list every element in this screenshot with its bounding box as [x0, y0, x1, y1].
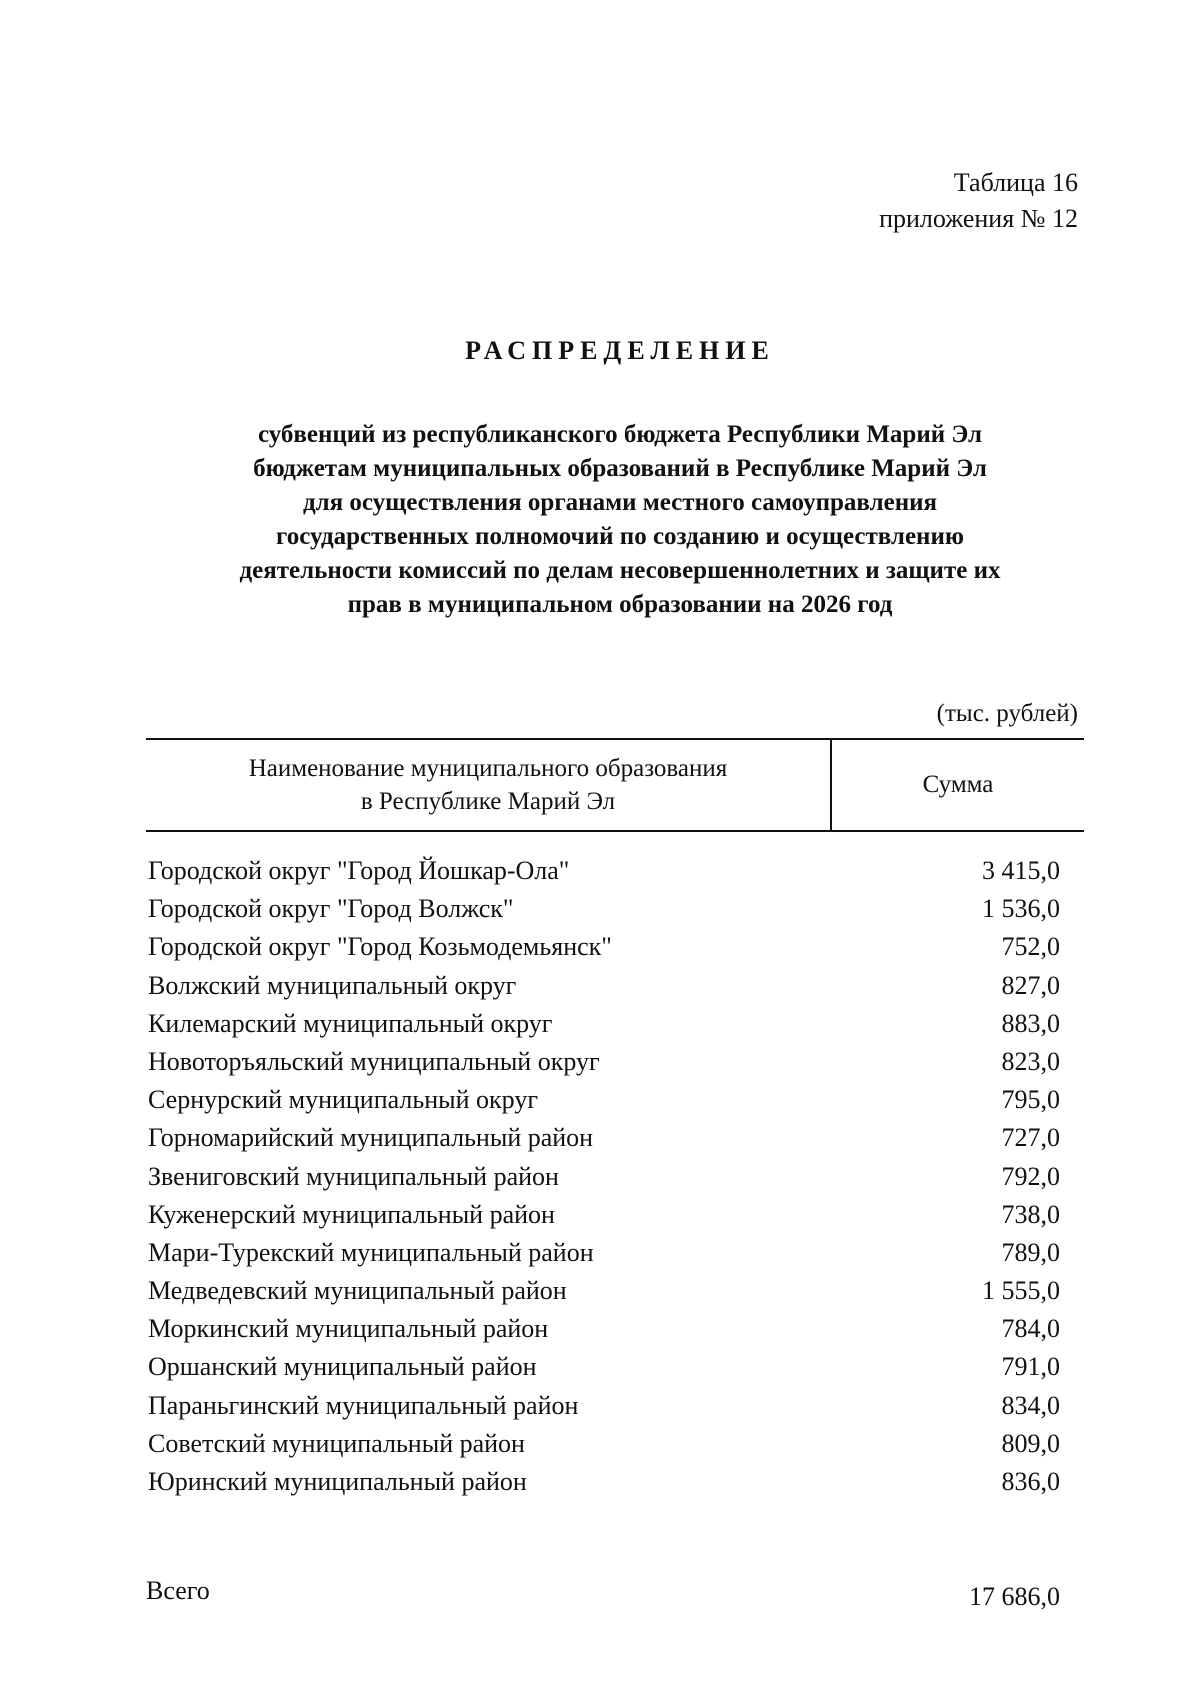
subvention-amount: 834,0	[1001, 1390, 1060, 1420]
municipality-name: Городской округ "Город Волжск"	[148, 894, 514, 924]
municipality-name: Городской округ "Город Козьмодемьянск"	[148, 932, 612, 962]
municipality-name: Волжский муниципальный округ	[148, 970, 517, 1000]
table-row	[146, 1272, 1060, 1310]
subvention-amount: 1 555,0	[982, 1276, 1060, 1306]
document-subtitle	[150, 418, 1090, 622]
table-row	[146, 1043, 1060, 1081]
table-row	[146, 928, 1060, 966]
table-body	[146, 852, 1060, 1501]
subvention-amount: 836,0	[1001, 1467, 1060, 1496]
total-label: Всего	[146, 1576, 210, 1605]
subvention-amount: 738,0	[1001, 1199, 1060, 1229]
table-row	[146, 967, 1060, 1005]
municipality-name: Юринский муниципальный район	[148, 1467, 527, 1496]
municipality-name: Параньгинский муниципальный район	[148, 1390, 579, 1420]
municipality-name: Городской округ "Город Йошкар-Ола"	[148, 856, 570, 885]
subtitle-line: деятельности комиссий по делам несовершеннолетних и защите их	[239, 557, 1001, 584]
municipality-name: Сернурский муниципальный округ	[148, 1085, 538, 1115]
municipality-name: Килемарский муниципальный округ	[148, 1008, 553, 1038]
subtitle-line: для осуществления органами местного самоуправления	[302, 489, 938, 516]
table-row	[146, 890, 1060, 928]
reference-table-number: Таблица 16	[953, 168, 1078, 197]
municipality-name: Медведевский муниципальный район	[148, 1276, 567, 1306]
table-header	[146, 738, 1084, 832]
municipality-name: Новоторъяльский муниципальный округ	[148, 1046, 600, 1076]
subtitle-line: субвенций из республиканского бюджета Республики Марий Эл	[257, 421, 983, 448]
table-reference	[879, 165, 1078, 237]
table-row	[146, 1425, 1060, 1463]
table-row	[146, 1234, 1060, 1272]
municipality-name: Моркинский муниципальный район	[148, 1314, 549, 1344]
table-row	[146, 1196, 1060, 1234]
subvention-amount: 3 415,0	[982, 856, 1060, 885]
subvention-amount: 789,0	[1001, 1237, 1060, 1267]
column-header-name-line2: в Республике Марий Эл	[360, 788, 616, 815]
document-title: РАСПРЕДЕЛЕНИЕ	[465, 336, 775, 365]
municipality-name: Горномарийский муниципальный район	[148, 1123, 594, 1153]
subvention-amount: 827,0	[1001, 970, 1060, 1000]
table-row	[146, 1463, 1060, 1501]
subtitle-line: прав в муниципальном образовании на 2026 год	[347, 591, 893, 618]
subvention-amount: 727,0	[1001, 1123, 1060, 1153]
units-label: (тыс. рублей)	[936, 700, 1078, 727]
subvention-amount: 752,0	[1001, 932, 1060, 962]
total-amount: 17 686,0	[969, 1582, 1060, 1611]
municipality-name: Куженерский муниципальный район	[148, 1199, 555, 1229]
table-row	[146, 852, 1060, 890]
subvention-amount: 791,0	[1001, 1352, 1060, 1382]
column-header-name-line1: Наименование муниципального образования	[248, 755, 728, 782]
column-header-sum: Сумма	[922, 771, 994, 798]
subtitle-line: государственных полномочий по созданию и осуществлению	[276, 523, 964, 550]
municipality-name: Оршанский муниципальный район	[148, 1352, 537, 1382]
subvention-amount: 1 536,0	[982, 894, 1060, 924]
table-row	[146, 1310, 1060, 1348]
municipality-name: Звениговский муниципальный район	[148, 1161, 559, 1191]
subvention-amount: 784,0	[1001, 1314, 1060, 1344]
table-row	[146, 1081, 1060, 1119]
subvention-amount: 809,0	[1001, 1428, 1060, 1458]
total-row	[146, 1572, 1060, 1610]
municipality-name: Советский муниципальный район	[148, 1428, 525, 1458]
column-header-name	[146, 740, 832, 830]
table-row	[146, 1119, 1060, 1157]
subvention-amount: 792,0	[1001, 1161, 1060, 1191]
table-row	[146, 1158, 1060, 1196]
subtitle-line: бюджетам муниципальных образований в Республике Марий Эл	[253, 455, 987, 482]
municipality-name: Мари-Турекский муниципальный район	[148, 1237, 594, 1267]
reference-appendix-number: приложения № 12	[879, 204, 1078, 233]
table-row	[146, 1005, 1060, 1043]
subvention-amount: 883,0	[1001, 1008, 1060, 1038]
subvention-amount: 795,0	[1001, 1085, 1060, 1115]
subvention-amount: 823,0	[1001, 1046, 1060, 1076]
table-row	[146, 1387, 1060, 1425]
table-row	[146, 1348, 1060, 1386]
